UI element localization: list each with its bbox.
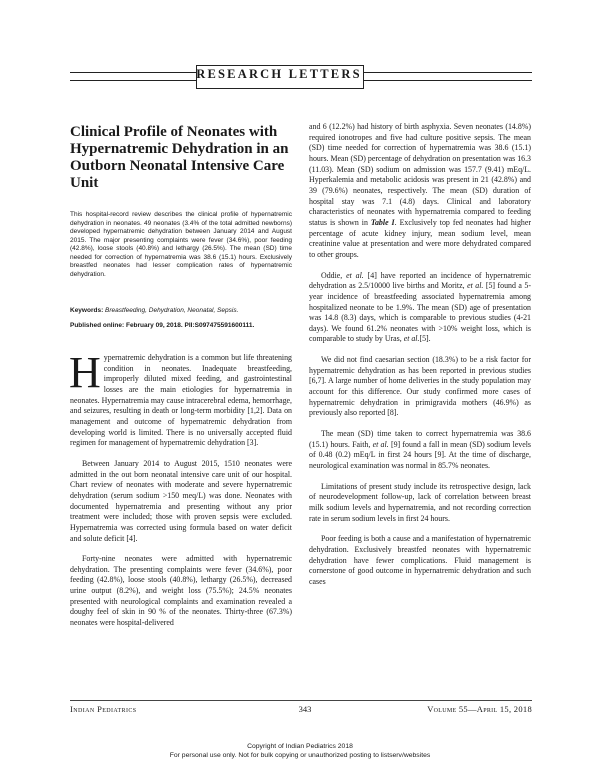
paragraph-discussion: Oddie, et al. [4] have reported an incidence of hypernatremic dehydration as 2.5/10000 live births and Moritz, et al. [5] found a 5-year incidence of breastfeeding associated hypernatremia among hospitalized neonate to be 1.9%. The mean (SD) age of presentation was 14.8 (8.3) days, which is comparable to previous studies (4-21 days). We found 61.2% neonates with >10% weight loss, which is comparable to study by Uras, et al.[5].	[309, 270, 531, 344]
table-reference[interactable]: Table I	[370, 217, 395, 227]
paragraph-correction: The mean (SD) time taken to correct hypernatremia was 38.6 (15.1) hours. Faith, et al. [9] found a fall in mean (SD) sodium levels of 0.48 (0.2) mEq/L in first 24 hours [9]. At the time of discharge, neurological examination was normal in 85.7% neonates.	[309, 429, 531, 471]
volume-date: Volume 55—April 15, 2018	[427, 704, 532, 714]
left-column	[69, 348, 292, 629]
keywords-label: Keywords:	[70, 307, 104, 314]
section-title: RESEARCH LETTERS	[196, 67, 362, 81]
copyright-block	[0, 742, 600, 760]
paragraph-methods: Between January 2014 to August 2015, 1510 neonates were admitted in the out born neonatal intensive care unit of our hospital. Chart review of neonates with moderate and severe hypernatremic dehydration (serum sodium >150 meq/L) was done. Neonates with documented hypernatremia and presenting without any prior treatment were included; those with proven sepsis were excluded. Hypernatremia was corrected using formula based on water deficit and solute deficit [4].	[70, 458, 292, 543]
keywords	[70, 307, 300, 314]
keywords-list: Breastfeeding, Dehydration, Neonatal, Sepsis.	[105, 307, 239, 314]
usage-notice: For personal use only. Not for bulk copying or unauthorized posting to listserv/websites	[169, 752, 431, 759]
paragraph-caesarian: We did not find caesarian section (18.3%) to be a risk factor for hypernatremic dehydration as has been reported in previous studies [6,7]. A large number of home deliveries in the study population may account for this difference. Our study confirmed more cases of hypernatremic dehydration in primigravida mothers (46.9%) as previously also reported [8].	[309, 355, 531, 418]
copyright-line: Copyright of Indian Pediatrics 2018	[247, 743, 353, 750]
published-line: Published online: February 09, 2018. PII:S097475591600111.	[70, 322, 255, 329]
right-column	[309, 122, 531, 588]
paragraph-conclusion: Poor feeding is both a cause and a manifestation of hypernatremic dehydration. Exclusively breastfed neonates with hypernatremic dehydration have fewer complications. Fluid management is cornerstone of good outcome in hypernatremic dehydration and such cases	[309, 534, 531, 586]
abstract: This hospital-record review describes the clinical profile of hypernatremic dehydration in neonates. 49 neonates (3.4% of the total admitted newborns) developed hypernatremic dehydration between January 2014 and August 2015. The major presenting complaints were fever (34.6%), poor feeding (42.8%), loose stools (40.8%) and lethargy (26.5%). The mean (SD) time needed for correction of hypernatremia was 38.6 (15.1) hours. Exclusively breastfed neonates had lesser complication rates of hypernatremic dehydration.	[70, 211, 292, 278]
footer-rule	[70, 700, 532, 701]
article-title: Clinical Profile of Neonates with Hypernatremic Dehydration in an Outborn Neonatal Intensive Care Unit	[70, 124, 289, 191]
paragraph-limitations: Limitations of present study include its retrospective design, lack of neurodevelopment follow-up, lack of correlation between breast milk sodium levels and hypernatremia, and not recording correction rate in serum sodium levels in first 24 hours.	[309, 481, 531, 523]
paragraph-intro	[69, 348, 292, 449]
paragraph-results: Forty-nine neonates were admitted with hypernatremic dehydration. The presenting complaints were fever (34.6%), poor feeding (42.8%), loose stools (40.8%), lethargy (26.5%), decreased urine output (8.2%), and weight loss (75.5%); 24.5% neonates presented with neurological complaints and examination revealed a doughy feel of skin in 90 % of the neonates. Thirty-three (67.3%) neonates were hospital-delivered	[70, 554, 292, 628]
paragraph-results-cont: and 6 (12.2%) had history of birth asphyxia. Seven neonates (14.8%) required ionotropes and five had culture positive sepsis. The mean (SD) time needed for correction of hypernatremia was 38.6 (15.1) hours. Mean (SD) percentage of dehydration on presentation was 16.3 (11.03). Mean (SD) sodium on admission was 157.7 (9.41) mEq/L. Hyperkalemia and metabolic acidosis was present in 21 (42.8%) and 39 (79.6%) neonates, respectively. The mean (SD) duration of hospital stay was 7.1 (4.8) days. Clinical and laboratory characteristics of neonates with hypernatremia compared to feeding status is shown in Table I. Exclusively top fed neonates had higher percentage of acute kidney injury, mean sodium level, mean creatinine value at presentation and were more dehydrated compared to other groups.	[309, 122, 531, 259]
journal-name: Indian Pediatrics	[70, 704, 137, 714]
drop-cap: H	[69, 348, 101, 397]
paragraph-intro-text: ypernatremic dehydration is a common but life threatening condition in neonates. Inadequate breastfeeding, improperly diluted mixed feeding, and gastrointestinal losses are the main etiologies for hypernatremia in neonates. Hypernatremia may cause intracerebral edema, hemorrhage, and seizures, resulting in death or long-term morbidity [1,2]. Data on management and outcome of hypernatremic dehydration from developing world is limited. There is no universally accepted fluid regimen for management of hypernatremic dehydration [3].	[70, 353, 292, 448]
page-number: 343	[298, 704, 312, 714]
